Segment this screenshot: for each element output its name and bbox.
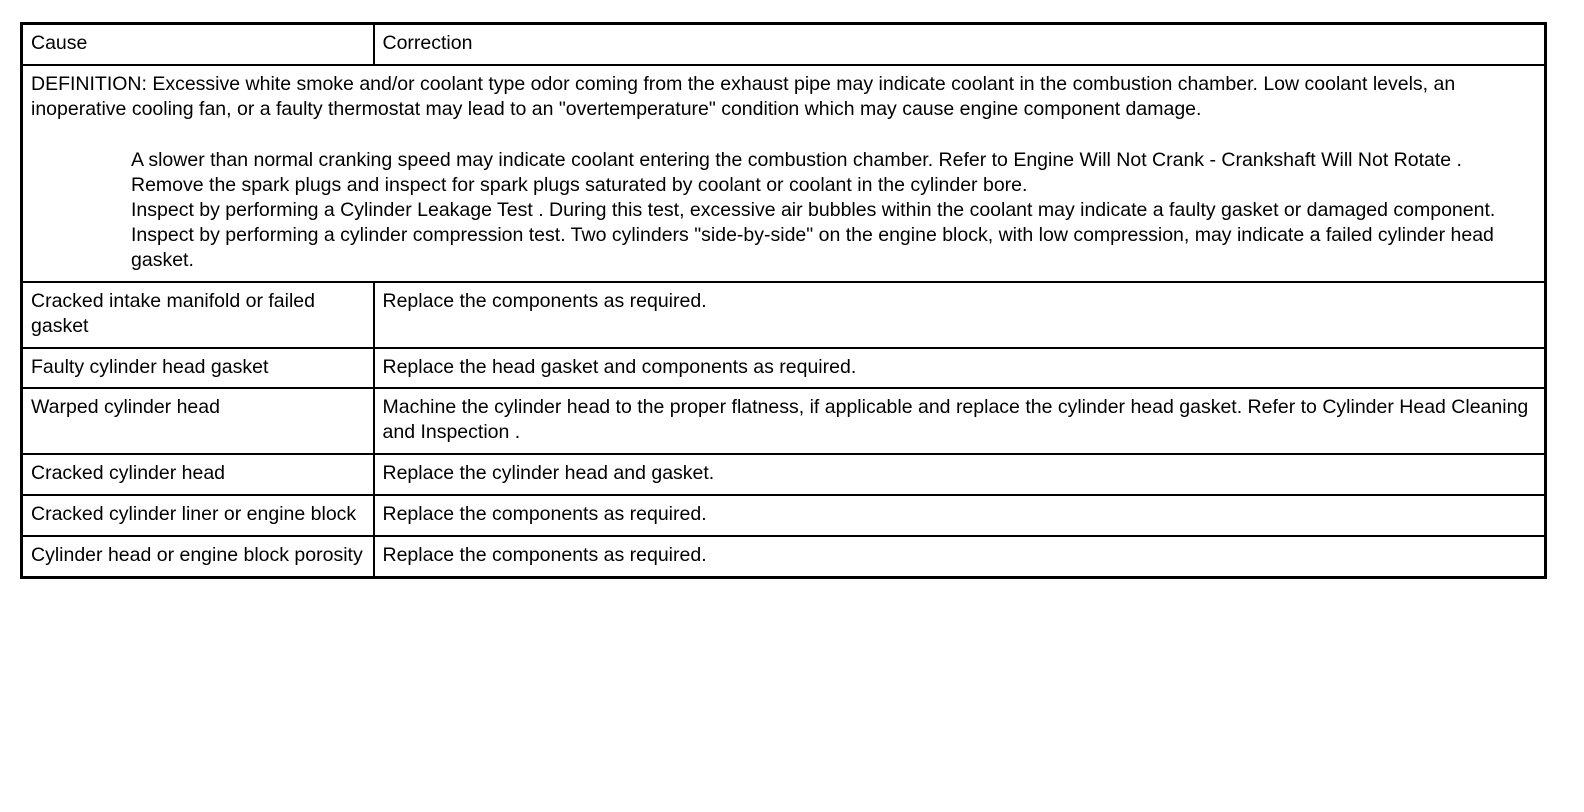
definition-lead-text: DEFINITION: Excessive white smoke and/or coolant type odor coming from the exhaust pipe may indicate coolant in the combustion chamber. Low coolant levels, an inoperative cooling fan, or a faulty thermostat may lead to an "overtemperature" condition which may cause engine component damage. xyxy=(31,72,1456,120)
table-row xyxy=(22,454,1546,495)
cause-cell: Cylinder head or engine block porosity xyxy=(22,536,374,577)
list-item: Inspect by performing a cylinder compression test. Two cylinders "side-by-side" on the engine block, with low compression, may indicate a failed cylinder head gasket. xyxy=(131,223,1494,271)
cause-cell: Faulty cylinder head gasket xyxy=(22,348,374,389)
table-row xyxy=(22,282,1546,348)
list-item: Remove the spark plugs and inspect for spark plugs saturated by coolant or coolant in the cylinder bore. xyxy=(131,173,1028,196)
table-header xyxy=(22,24,1546,65)
list-item: Inspect by performing a Cylinder Leakage Test . During this test, excessive air bubbles within the coolant may indicate a faulty gasket or damaged component. xyxy=(131,198,1496,221)
cause-cell: Warped cylinder head xyxy=(22,388,374,454)
table-row xyxy=(22,348,1546,389)
definition-cell xyxy=(22,65,1546,282)
table-row xyxy=(22,536,1546,577)
table-row xyxy=(22,388,1546,454)
correction-cell: Replace the components as required. xyxy=(374,495,1546,536)
list-item: A slower than normal cranking speed may indicate coolant entering the combustion chamber. Refer to Engine Will Not Crank - Crankshaft Will Not Rotate . xyxy=(131,148,1462,171)
column-header-correction: Correction xyxy=(374,24,1546,65)
correction-cell: Replace the components as required. xyxy=(374,282,1546,348)
table-body xyxy=(22,65,1546,578)
table-row xyxy=(22,495,1546,536)
correction-cell: Replace the head gasket and components as required. xyxy=(374,348,1546,389)
correction-cell: Replace the components as required. xyxy=(374,536,1546,577)
definition-row xyxy=(22,65,1546,282)
table-header-row xyxy=(22,24,1546,65)
cause-cell: Cracked cylinder head xyxy=(22,454,374,495)
definition-step-list xyxy=(31,148,1536,273)
cause-cell: Cracked intake manifold or failed gasket xyxy=(22,282,374,348)
correction-cell: Replace the cylinder head and gasket. xyxy=(374,454,1546,495)
diagnostic-table xyxy=(20,22,1547,579)
correction-cell: Machine the cylinder head to the proper flatness, if applicable and replace the cylinder head gasket. Refer to Cylinder Head Cleaning and Inspection . xyxy=(374,388,1546,454)
cause-cell: Cracked cylinder liner or engine block xyxy=(22,495,374,536)
column-header-cause: Cause xyxy=(22,24,374,65)
